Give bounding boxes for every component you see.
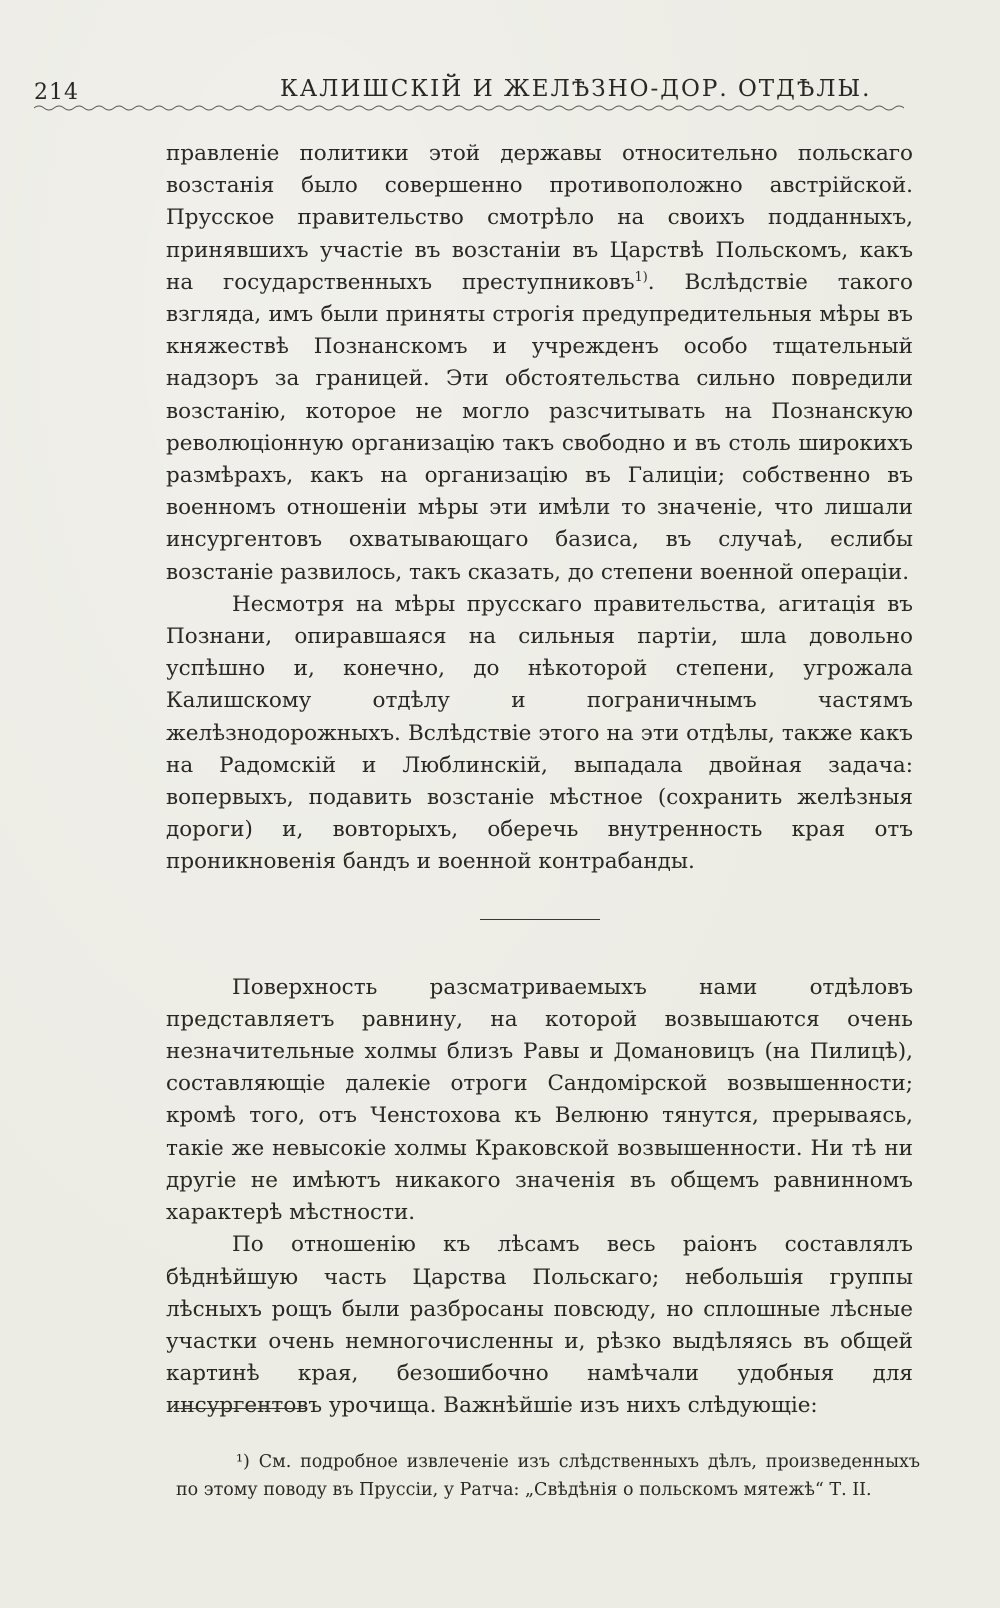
footnote-reference: 1) xyxy=(634,269,648,285)
paragraph-text: . Вслѣдствіе такого взгляда, имъ были приняты строгія предупредительныя мѣры въ княжествѣ Познанскомъ и учрежденъ особо тщательный надзоръ за границей. Эти обстоятельства сильно повредили возстанію, которое не могло разсчитывать на Познанскую революціонную организацію такъ свободно и въ столь широкихъ размѣрахъ, какъ на организацію въ Галиціи; собственно въ военномъ отношеніи мѣры эти имѣли то значеніе, что лишали инсургентовъ охватывающаго базиса, въ случаѣ, еслибы возстаніе развилось, такъ сказать, до степени военной операціи. xyxy=(166,269,913,585)
header-wavy-rule xyxy=(34,104,904,112)
footnote-body: См. подробное извлеченіе изъ слѣдственныхъ дѣлъ, произведенныхъ по этому поводу въ Пруссіи, у Ратча: „Свѣдѣнія о польскомъ мятежѣ“ Т. II. xyxy=(176,1452,920,1500)
footnote-rule xyxy=(174,1408,306,1409)
page-number: 214 xyxy=(34,80,79,105)
page-header xyxy=(0,70,1000,110)
footnote-marker: ¹) xyxy=(236,1452,250,1472)
main-text xyxy=(166,138,913,1423)
paragraph xyxy=(166,138,913,589)
footnote xyxy=(176,1448,920,1504)
paragraph: Несмотря на мѣры прусскаго правительства, агитація въ Познани, опиравшаяся на сильныя партіи, шла довольно успѣшно и, конечно, до нѣкоторой степени, угрожала Калишскому отдѣлу и пограничнымъ частямъ желѣзнодорожныхъ. Вслѣдствіе этого на эти отдѣлы, также какъ на Радомскій и Люблинскій, выпадала двойная задача: вопервыхъ, подавить возстаніе мѣстное (сохранить желѣзныя дороги) и, вовторыхъ, оберечь внутренность края отъ проникновенія бандъ и военной контрабанды. xyxy=(166,591,913,875)
paragraph: По отношенію къ лѣсамъ весь раіонъ составлялъ бѣднѣйшую часть Царства Польскаго; небольшія группы лѣсныхъ рощъ были разбросаны повсюду, но сплошные лѣсные участки очень немногочисленны и, рѣзко выдѣляясь въ общей картинѣ края, безошибочно намѣчали удобныя для инсургентовъ урочища. Важнѣйшіе изъ нихъ слѣдующіе: xyxy=(166,1232,913,1419)
section-divider xyxy=(480,919,600,920)
paragraph-text: правленіе политики этой державы относительно польскаго возстанія было совершенно противоположно австрійской. Прусское правительство смотрѣло на своихъ подданныхъ, принявшихъ участіе въ возстаніи въ Царствѣ Польскомъ, какъ на государственныхъ преступниковъ xyxy=(166,141,913,295)
footnote-text xyxy=(176,1448,920,1504)
paragraph: Поверхность разсматриваемыхъ нами отдѣловъ представляетъ равнину, на которой возвышаются очень незначительные холмы близъ Равы и Домановицъ (на Пилицѣ), составляющіе далекіе отроги Сандомірской возвышенности; кромѣ того, отъ Ченстохова къ Велюню тянутся, прерываясь, такіе же невысокіе холмы Краковской возвышенности. Ни тѣ ни другіе не имѣютъ никакого значенія въ общемъ равнинномъ характерѣ мѣстности. xyxy=(166,974,913,1226)
running-head: КАЛИШСКІЙ И ЖЕЛѢЗНО-ДОР. ОТДѢЛЫ. xyxy=(280,76,872,102)
